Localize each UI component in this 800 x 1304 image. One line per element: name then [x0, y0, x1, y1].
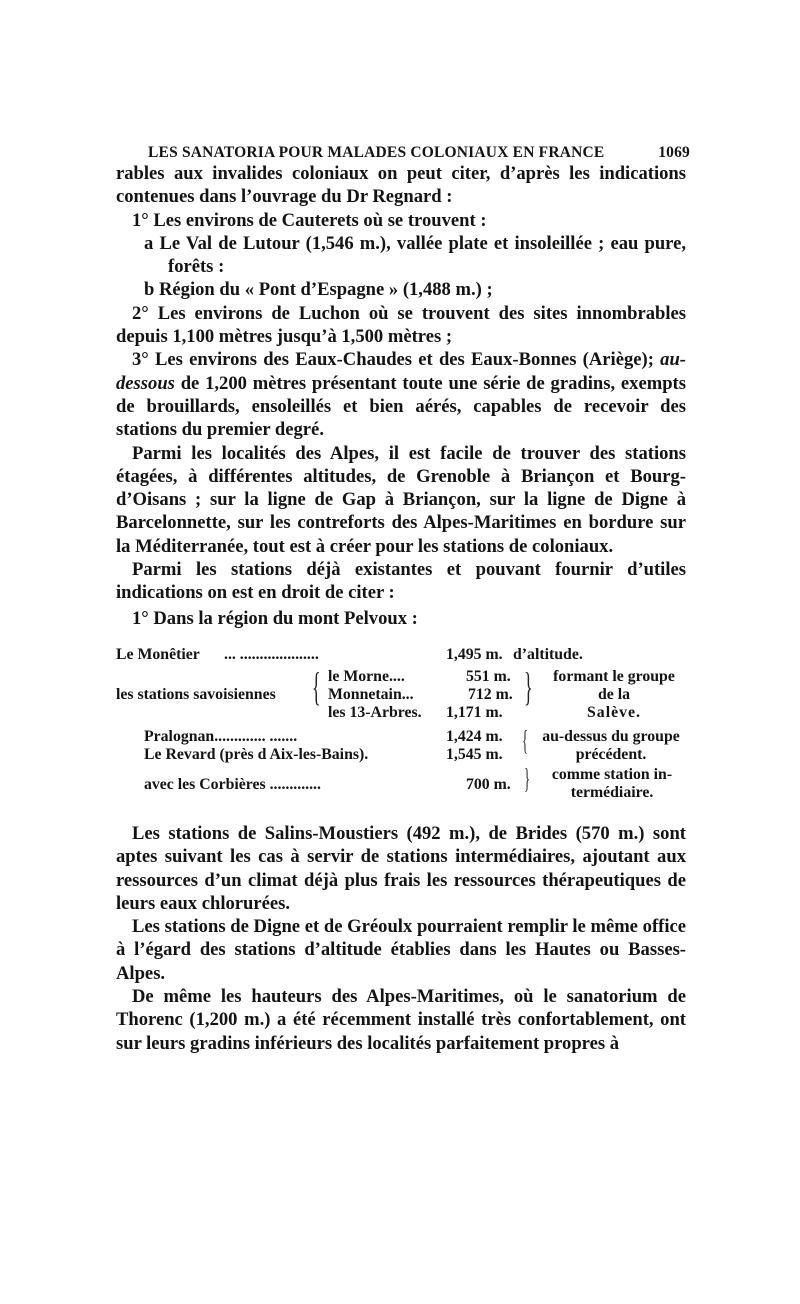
page — [116, 136, 690, 1055]
row1-altitude: 1,495 m. — [446, 645, 503, 663]
pair-note-2: précédent. — [575, 745, 647, 763]
paragraph-5: Parmi les localités des Alpes, il est facile de trouver des stations étagées, à différentes altitudes, de Grenoble à Briançon et Bourg-d’Oisans ; sur la ligne de Gap à Briançon, sur la ligne de Digne à Barcelonnette, sur les contreforts des Alpes-Maritimes en bordure sur la Méditerranée, tout est à créer pour les stations de coloniaux. — [116, 442, 686, 557]
body-text-continued — [116, 822, 686, 1055]
row-revard-altitude: 1,545 m. — [446, 745, 503, 763]
paragraph-4 — [116, 348, 686, 441]
row1-name: Le Monêtier — [116, 645, 200, 663]
group-station-2: Monnetain... — [328, 685, 414, 703]
paragraph-2b: b Région du « Pont d’Espagne » (1,488 m.) ; — [144, 279, 493, 301]
paragraph-2a: a Le Val de Lutour (1,546 m.), vallée plate et insoleillée ; eau pure, forêts : — [144, 232, 686, 278]
group-station-3: les 13-Arbres. — [328, 703, 422, 721]
row-corbieres-altitude: 700 m. — [466, 775, 511, 793]
row1-note: d’altitude. — [513, 645, 583, 663]
row-revard-name: Le Revard (près d Aix-les-Bains). — [144, 745, 369, 763]
body-text — [116, 162, 686, 630]
paragraph-6: Parmi les stations déjà existantes et pouvant fournir d’utiles indications on est en droit de citer : — [116, 559, 686, 604]
running-head — [116, 136, 690, 162]
paragraph-4-italic: au-dessous — [116, 349, 686, 394]
group-altitude-3: 1,171 m. — [446, 703, 503, 721]
group-note-2: de la — [597, 685, 631, 703]
corbieres-brace-icon: } — [524, 763, 531, 795]
group-station-1: le Morne.... — [328, 667, 405, 685]
paragraph-1: rables aux invalides coloniaux on peut citer, d’après les indications contenues dans l’ouvrage du Dr Regnard : — [116, 163, 686, 208]
group-note-3: Salève. — [587, 703, 641, 721]
row-corbieres-name: avec les Corbières ............. — [144, 775, 321, 793]
paragraph-4-start: 3° Les environs des Eaux-Chaudes et des Eaux-Bonnes (Ariège); — [132, 349, 654, 371]
page-number: 1069 — [658, 144, 690, 161]
paragraph-10: De même les hauteurs des Alpes-Maritimes, où le sanatorium de Thorenc (1,200 m.) a été récemment installé très confortablement, ont sur leurs gradins inférieurs des localités parfaitement propres à — [116, 986, 686, 1054]
paragraph-3: 2° Les environs de Luchon où se trouvent des sites innombrables depuis 1,100 mètres jusqu’à 1,500 mètres ; — [116, 302, 686, 348]
pair-brace-icon: { — [522, 725, 529, 757]
paragraph-2: 1° Les environs de Cauterets où se trouvent : — [132, 209, 487, 231]
corbieres-note-1: comme station in- — [551, 765, 673, 783]
running-head-title: LES SANATORIA POUR MALADES COLONIAUX EN FRANCE — [148, 144, 605, 161]
paragraph-4-rest: de 1,200 mètres présentant toute une série de gradins, exempts de brouillards, ensoleillés et bien aérés, capables de recevoir des stations du premier degré. — [116, 372, 686, 441]
group-label: les stations savoisiennes — [116, 685, 276, 703]
row1-dots: ... .................... — [224, 645, 319, 663]
paragraph-9: Les stations de Digne et de Gréoulx pourraient remplir le même office à l’égard des stations d’altitude établies dans les Hautes ou Basses-Alpes. — [116, 916, 686, 984]
stations-table — [116, 642, 686, 822]
row-pralognan-name: Pralognan............. ....... — [144, 727, 298, 745]
paragraph-7: 1° Dans la région du mont Pelvoux : — [132, 607, 418, 629]
group-altitude-2: 712 m. — [468, 685, 513, 703]
right-brace-icon: } — [524, 663, 533, 709]
group-note-1: formant le groupe — [553, 667, 675, 685]
row-pralognan-altitude: 1,424 m. — [446, 727, 503, 745]
left-brace-icon: { — [312, 663, 321, 709]
group-altitude-1: 551 m. — [466, 667, 511, 685]
paragraph-8: Les stations de Salins-Moustiers (492 m.), de Brides (570 m.) sont aptes suivant les cas à servir de stations intermédiaires, ajoutant aux ressources d’un climat déjà plus frais les ressources thérapeutiques de leurs eaux chlorurées. — [116, 822, 686, 914]
pair-note-1: au-dessus du groupe — [542, 727, 680, 745]
corbieres-note-2: termédiaire. — [570, 783, 654, 801]
